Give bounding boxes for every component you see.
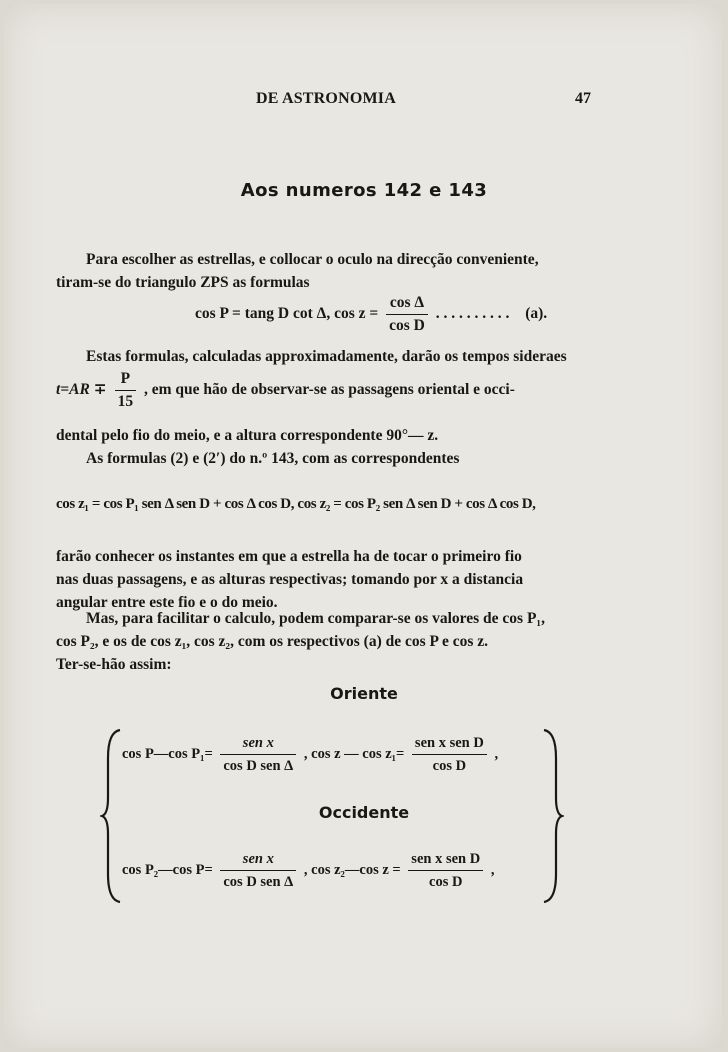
occidente-f2-denominator: cos D: [429, 874, 463, 890]
occidente-end: ,: [490, 861, 495, 878]
occidente-fraction-1: [220, 850, 296, 891]
oriente-f2-numerator: sen x sen D: [412, 734, 487, 755]
equation-a-left: cos P = tang D cot Δ, cos z =: [195, 305, 379, 323]
oriente-f1-numerator: sen x: [220, 734, 296, 755]
occidente-equation: [122, 850, 494, 891]
paragraph-1-line-2: tiram-se do triangulo ZPS as formulas: [56, 274, 310, 291]
paragraph-2-line-1: Estas formulas, calculadas approximadamente, darão os tempos sideraes: [86, 348, 567, 365]
paragraph-2-line-2: [56, 370, 600, 411]
running-title: DE ASTRONOMIA: [256, 90, 396, 107]
paragraph-2-line-2-rest: , em que hão de observar-se as passagens oriental e occi-: [143, 381, 515, 399]
equation-a-fraction: [386, 294, 428, 335]
paragraph-5-line-3: Ter-se-hão assim:: [56, 656, 172, 673]
occidente-heading: Occidente: [318, 803, 410, 822]
paragraph-5-line-1: Mas, para facilitar o calculo, podem comparar-se os valores de cos P₁,: [86, 610, 545, 627]
equation-cos-z: cos z₁ = cos P₁ sen Δ sen D + cos Δ cos D, cos z₂ = cos P₂ sen Δ sen D + cos Δ cos D,: [56, 496, 536, 512]
equation-a: [195, 294, 547, 335]
occidente-fraction-2: [408, 850, 483, 891]
oriente-heading: Oriente: [330, 684, 398, 703]
paragraph-2-line-3: dental pelo fio do meio, e a altura correspondente 90°— z.: [56, 427, 439, 444]
paragraph-1-line-1: Para escolher as estrellas, e collocar o oculo na direcção conveniente,: [86, 251, 539, 268]
occidente-f2-numerator: sen x sen D: [408, 850, 483, 871]
time-formula: t=AR ∓: [56, 381, 107, 399]
occidente-middle: , cos z₂—cos z =: [303, 861, 401, 878]
occidente-f1-numerator: sen x: [220, 850, 296, 871]
section-title: Aos numeros 142 e 143: [240, 180, 488, 201]
paragraph-5-line-2: cos P₂, e os de cos z₁, cos z₂, com os respectivos (a) de cos P e cos z.: [56, 633, 489, 650]
paragraph-4-line-3: angular entre este fio e o do meio.: [56, 594, 278, 611]
occidente-f1-denominator: cos D sen Δ: [223, 874, 294, 890]
equation-a-numerator: cos Δ: [386, 294, 428, 315]
paragraph-4-line-2: nas duas passagens, e as alturas respectivas; tomando por x a distancia: [56, 571, 524, 588]
equation-a-denominator: cos D: [389, 317, 425, 334]
oriente-end: ,: [494, 745, 499, 762]
occidente-left: cos P₂—cos P=: [122, 861, 213, 878]
paragraph-3-line-1: As formulas (2) e (2′) do n.º 143, com as correspondentes: [86, 450, 460, 467]
oriente-left: cos P—cos P₁=: [122, 745, 213, 762]
oriente-f2-denominator: cos D: [432, 758, 467, 774]
time-fraction-numerator: P: [115, 370, 137, 391]
page-header: [0, 90, 728, 114]
equation-a-leader: . . . . . . . . . .: [435, 305, 510, 323]
oriente-middle: , cos z — cos z₁=: [303, 745, 405, 762]
equation-a-label: (a).: [525, 305, 548, 323]
page-number: 47: [575, 90, 591, 107]
time-fraction-denominator: 15: [117, 393, 134, 410]
oriente-f1-denominator: cos D sen Δ: [223, 758, 294, 774]
oriente-fraction-2: [412, 734, 487, 775]
oriente-fraction-1: [220, 734, 296, 775]
oriente-equation: [122, 734, 498, 775]
time-fraction: [115, 370, 137, 411]
paragraph-4-line-1: farão conhecer os instantes em que a estrella ha de tocar o primeiro fio: [56, 548, 522, 565]
